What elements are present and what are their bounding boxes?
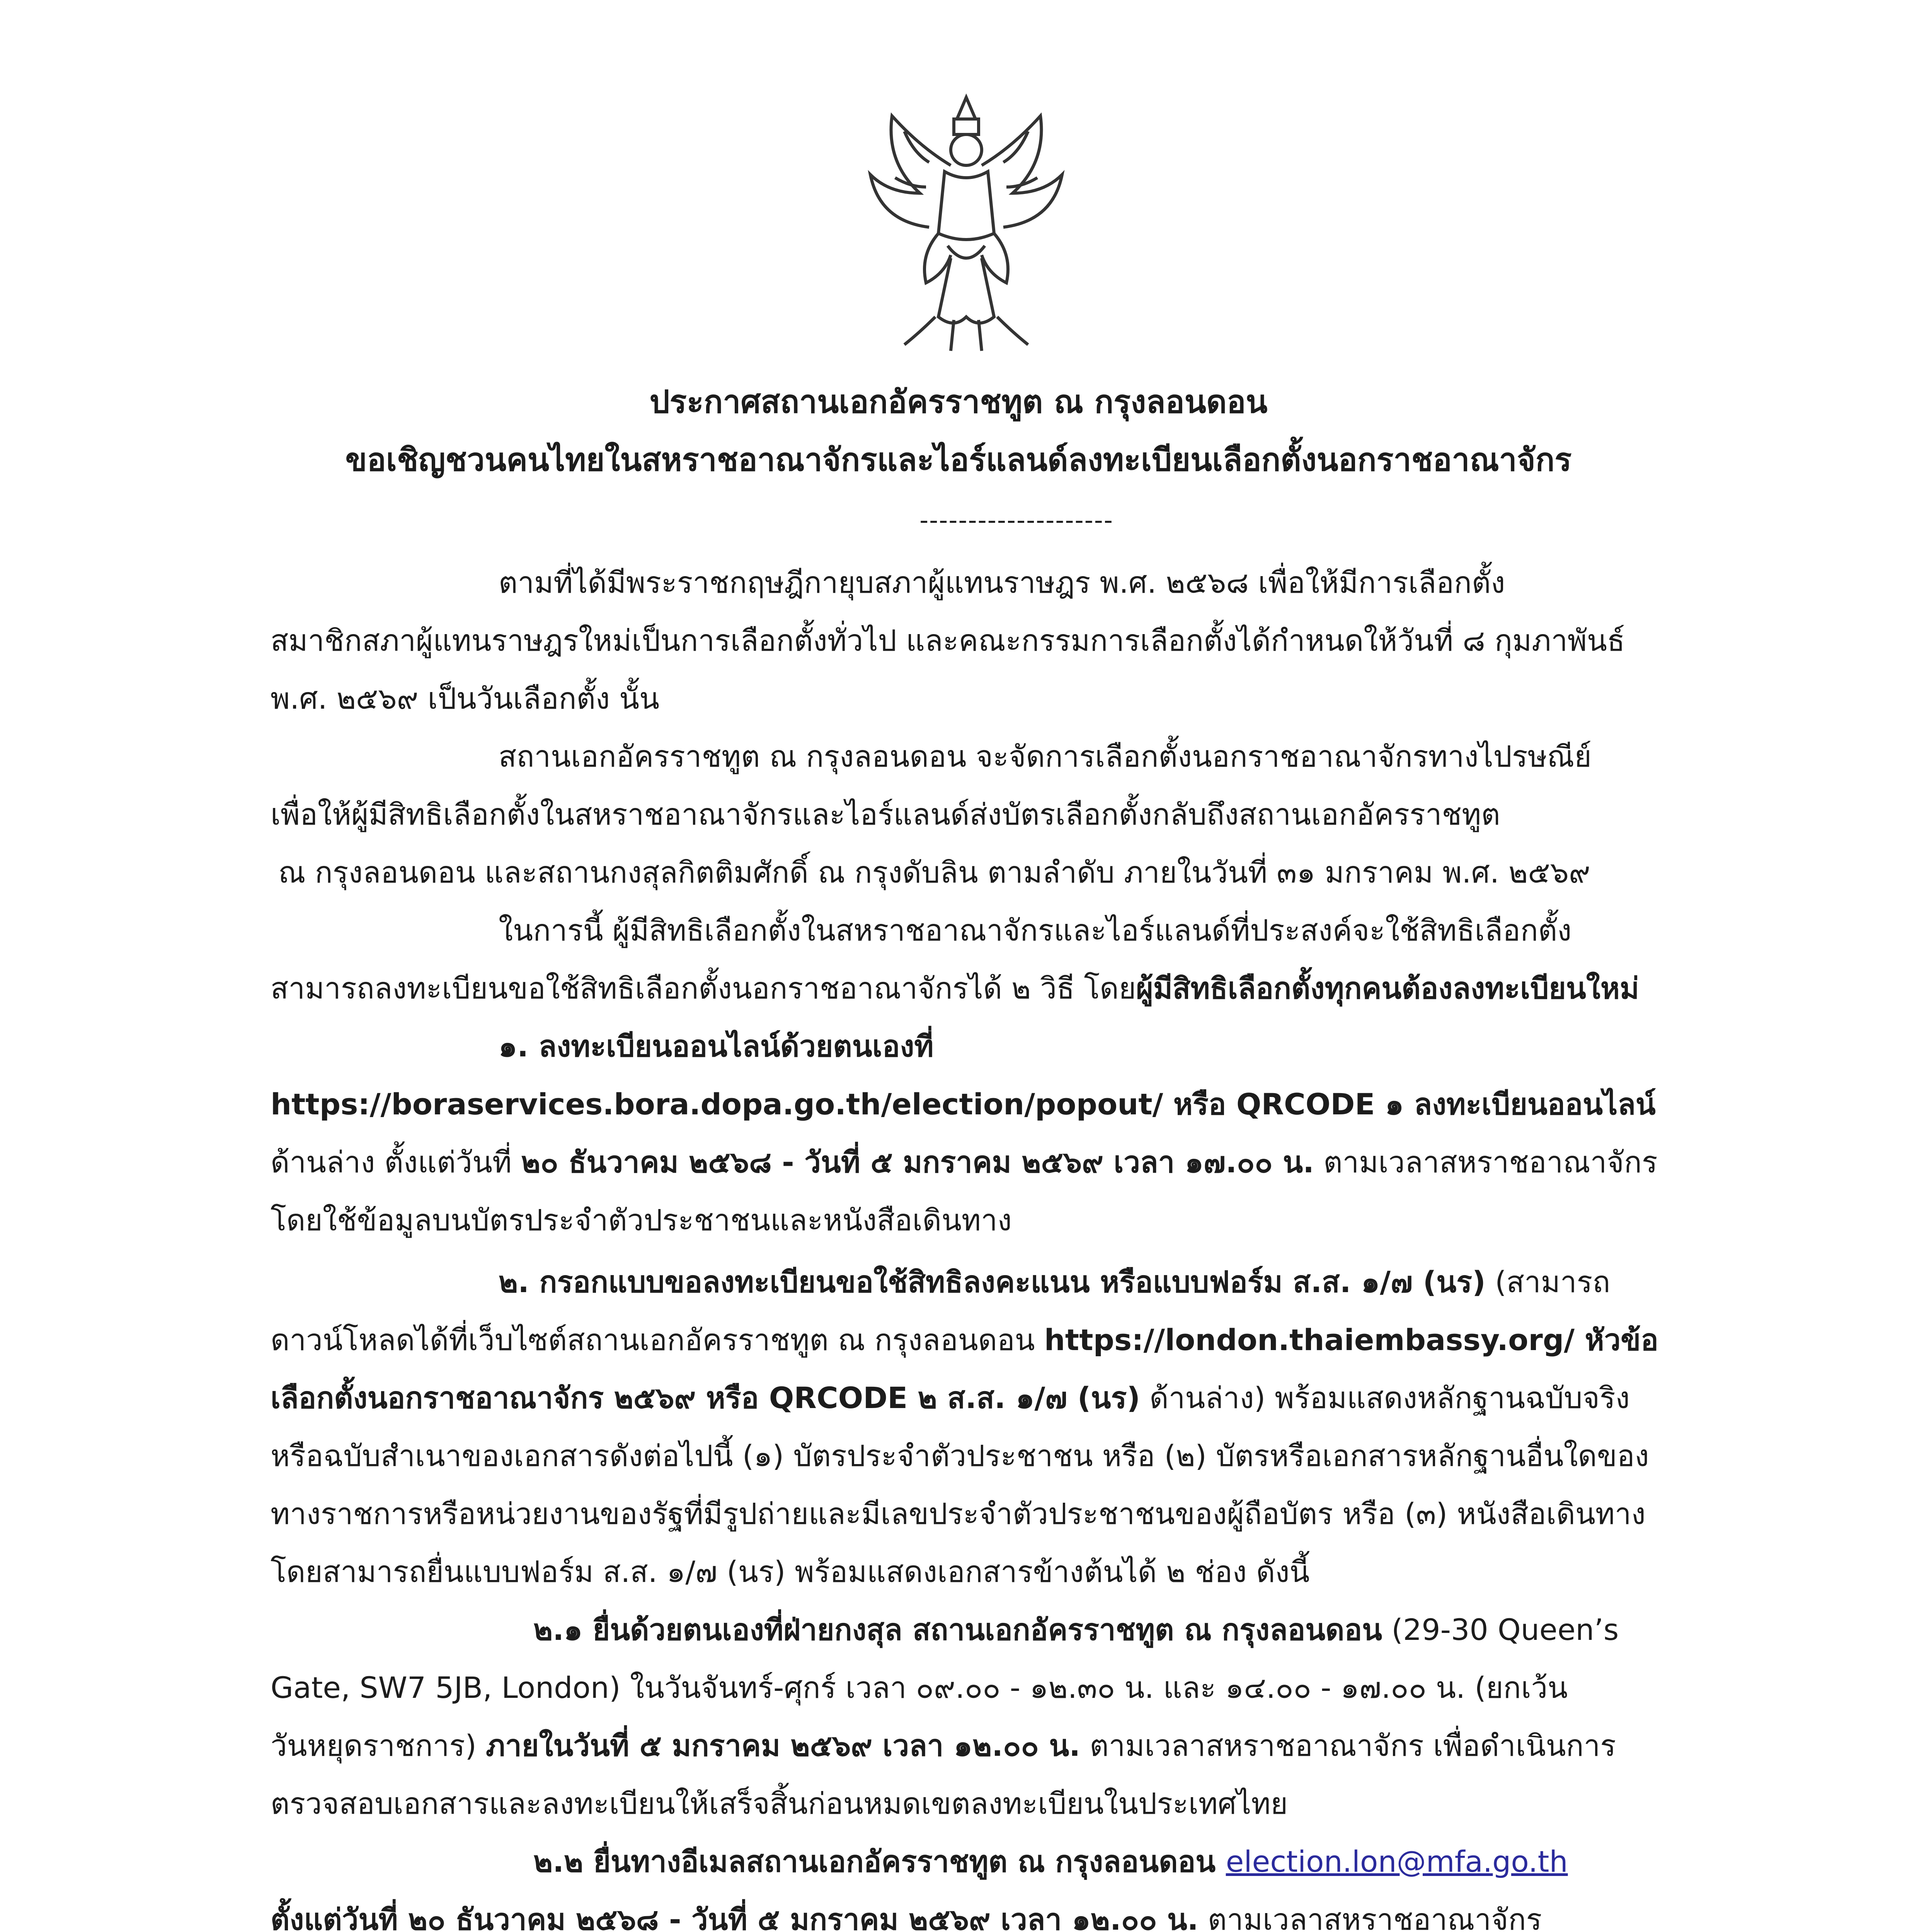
- paragraph-3-emphasis: ผู้มีสิทธิเลือกตั้งทุกคนต้องลงทะเบียนใหม่: [1136, 971, 1639, 1005]
- section-2-2-deadline: ตั้งแต่วันที่ ๒๐ ธันวาคม ๒๕๖๘ - วันที่ ๕ มกราคม ๒๕๖๙ เวลา ๑๒.๐๐ น.: [271, 1902, 1199, 1932]
- method-2-line-4: หรือฉบับสำเนาของเอกสารดังต่อไปนี้ (๑) บัตรประจำตัวประชาชน หรือ (๒) บัตรหรือเอกสารหลักฐานอื่นใดของ: [271, 1439, 1649, 1473]
- paragraph-3-line-1: ในการนี้ ผู้มีสิทธิเลือกตั้งในสหราชอาณาจักรและไอร์แลนด์ที่ประสงค์จะใช้สิทธิเลือกตั้ง: [499, 913, 1572, 947]
- paragraph-1-line-1: ตามที่ได้มีพระราชกฤษฎีกายุบสภาผู้แทนราษฎร พ.ศ. ๒๕๖๘ เพื่อให้มีการเลือกตั้ง: [499, 565, 1505, 600]
- method-1-text: ด้านล่าง ตั้งแต่วันที่: [271, 1145, 521, 1179]
- email-link[interactable]: election.lon@mfa.go.th: [1226, 1844, 1568, 1879]
- section-2-1-line-4: ตรวจสอบเอกสารและลงทะเบียนให้เสร็จสิ้นก่อนหมดเขตลงทะเบียนในประเทศไทย: [271, 1786, 1288, 1821]
- method-2-website-link[interactable]: https://london.thaiembassy.org/ หัวข้อ: [1044, 1323, 1658, 1357]
- method-2-line-6: โดยสามารถยื่นแบบฟอร์ม ส.ส. ๑/๗ (นร) พร้อมแสดงเอกสารข้างต้นได้ ๒ ช่อง ดังนี้: [271, 1554, 1310, 1589]
- paragraph-3-line-2: [271, 971, 1639, 1005]
- method-2-heading: ๒. กรอกแบบขอลงทะเบียนขอใช้สิทธิลงคะแนน หรือแบบฟอร์ม ส.ส. ๑/๗ (นร): [499, 1265, 1486, 1299]
- method-1-line-2: [271, 1145, 1658, 1179]
- paragraph-2-line-3: ณ กรุงลอนดอน และสถานกงสุลกิตติมศักดิ์ ณ กรุงดับลิน ตามลำดับ ภายในวันที่ ๓๑ มกราคม พ.ศ. ๒๕๖๙: [278, 855, 1590, 889]
- section-2-2-heading: ๒.๒ ยื่นทางอีเมลสถานเอกอัครราชทูต ณ กรุงลอนดอน: [533, 1844, 1226, 1879]
- section-2-1-address: (29-30 Queen’s: [1382, 1612, 1619, 1647]
- section-2-1-deadline: ภายในวันที่ ๕ มกราคม ๒๕๖๙ เวลา ๑๒.๐๐ น.: [486, 1728, 1081, 1763]
- method-2-line-1: [499, 1267, 1610, 1297]
- paragraph-3-text: สามารถลงทะเบียนขอใช้สิทธิเลือกตั้งนอกราชอาณาจักรได้ ๒ วิธี โดย: [271, 971, 1136, 1005]
- paragraph-1-line-2: สมาชิกสภาผู้แทนราษฎรใหม่เป็นการเลือกตั้งทั่วไป และคณะกรรมการเลือกตั้งได้กำหนดให้วันที่ ๘ กุมภาพันธ์: [271, 623, 1625, 658]
- method-2-topic: เลือกตั้งนอกราชอาณาจักร ๒๕๖๙ หรือ QRCODE ๒ ส.ส. ๑/๗ (นร): [271, 1381, 1141, 1415]
- section-2-1-heading: ๒.๑ ยื่นด้วยตนเองที่ฝ่ายกงสุล สถานเอกอัครราชทูต ณ กรุงลอนดอน: [533, 1612, 1382, 1647]
- method-2-line-2: [271, 1325, 1658, 1355]
- garuda-emblem-icon: [858, 85, 1074, 363]
- section-2-1-line-2: Gate, SW7 5JB, London) ในวันจันทร์-ศุกร์ เวลา ๐๙.๐๐ - ๑๒.๓๐ น. และ ๑๔.๐๐ - ๑๗.๐๐ น. (ยกเว้น: [271, 1670, 1568, 1705]
- section-2-1-timezone: ตามเวลาสหราชอาณาจักร เพื่อดำเนินการ: [1080, 1728, 1616, 1763]
- section-2-2-timezone: ตามเวลาสหราชอาณาจักร: [1198, 1902, 1542, 1932]
- method-2-line-5: ทางราชการหรือหน่วยงานของรัฐที่มีรูปถ่ายและมีเลขประจำตัวประชาชนของผู้ถือบัตร หรือ (๓) หนังสือเดินทาง: [271, 1497, 1646, 1531]
- method-2-evidence-text: ด้านล่าง) พร้อมแสดงหลักฐานฉบับจริง: [1140, 1381, 1630, 1415]
- method-1-line-3: โดยใช้ข้อมูลบนบัตรประจำตัวประชาชนและหนังสือเดินทาง: [271, 1203, 1012, 1237]
- section-2-1-holiday: วันหยุดราชการ): [271, 1728, 486, 1763]
- method-2-download-text: ดาวน์โหลดได้ที่เว็บไซต์สถานเอกอัครราชทูต ณ กรุงลอนดอน: [271, 1323, 1044, 1357]
- section-2-2-line-1: [533, 1844, 1568, 1879]
- method-2-line-3: [271, 1383, 1630, 1413]
- method-1-deadline: ๒๐ ธันวาคม ๒๕๖๘ - วันที่ ๕ มกราคม ๒๕๖๙ เวลา ๑๗.๐๐ น.: [521, 1145, 1314, 1179]
- method-2-text: (สามารถ: [1485, 1265, 1611, 1299]
- method-1-url[interactable]: https://boraservices.bora.dopa.go.th/election/popout/ หรือ QRCODE ๑ ลงทะเบียนออนไลน์: [271, 1087, 1656, 1121]
- page-subtitle: ขอเชิญชวนคนไทยในสหราชอาณาจักรและไอร์แลนด์ลงทะเบียนเลือกตั้งนอกราชอาณาจักร: [345, 442, 1572, 478]
- paragraph-2-line-2: เพื่อให้ผู้มีสิทธิเลือกตั้งในสหราชอาณาจักรและไอร์แลนด์ส่งบัตรเลือกตั้งกลับถึงสถานเอกอัครราชทูต: [271, 797, 1500, 832]
- section-2-2-line-2: [271, 1902, 1542, 1932]
- page-title: ประกาศสถานเอกอัครราชทูต ณ กรุงลอนดอน: [649, 384, 1268, 420]
- title-separator: --------------------: [919, 506, 1113, 535]
- paragraph-2-line-1: สถานเอกอัครราชทูต ณ กรุงลอนดอน จะจัดการเลือกตั้งนอกราชอาณาจักรทางไปรษณีย์: [499, 739, 1592, 774]
- section-2-1-line-3: [271, 1728, 1616, 1763]
- paragraph-1-line-3: พ.ศ. ๒๕๖๙ เป็นวันเลือกตั้ง นั้น: [271, 681, 660, 716]
- method-1-heading: ๑. ลงทะเบียนออนไลน์ด้วยตนเองที่: [499, 1029, 934, 1063]
- method-1-timezone: ตามเวลาสหราชอาณาจักร: [1314, 1145, 1658, 1179]
- section-2-1-line-1: [533, 1612, 1619, 1647]
